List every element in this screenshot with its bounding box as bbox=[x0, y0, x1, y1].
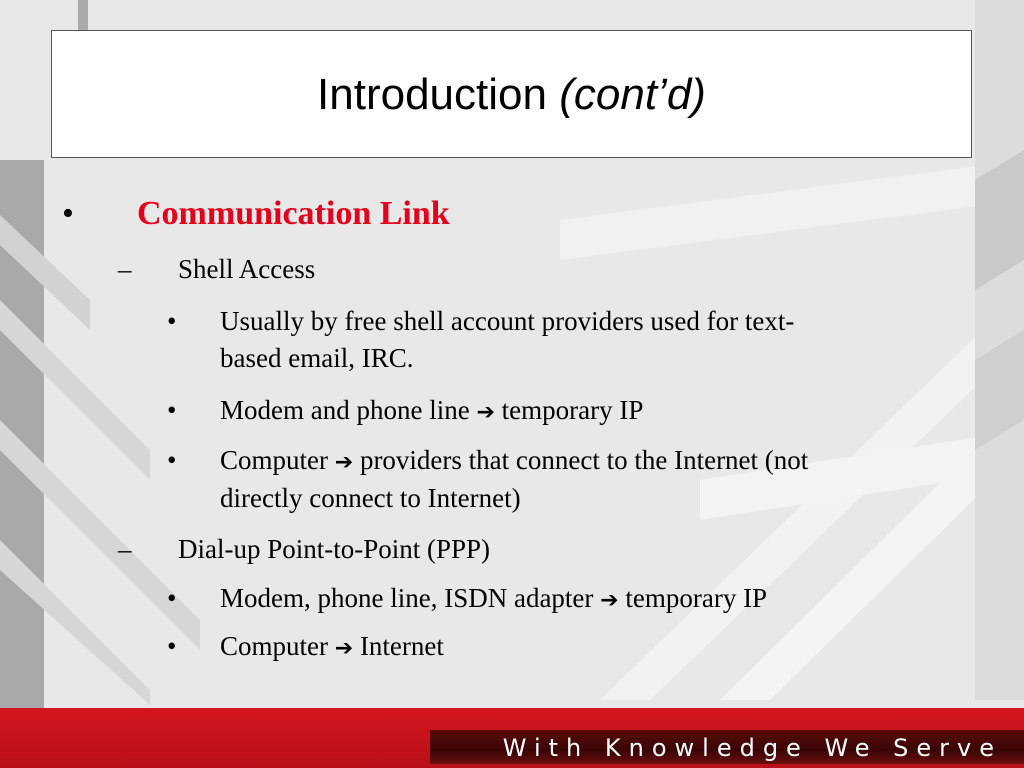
dash-marker: – bbox=[118, 254, 132, 284]
bullet-marker: • bbox=[167, 445, 177, 475]
title-italic: (cont’d) bbox=[559, 70, 706, 119]
item-text-post: providers that connect to the Internet (not bbox=[359, 445, 809, 475]
list-item-text: Usually by free shell account providers used for text- bbox=[220, 306, 795, 336]
bullet-heading: Communication Link bbox=[137, 195, 450, 232]
sub-item-label: Dial-up Point-to-Point (PPP) bbox=[178, 534, 491, 564]
item-text-pre: Computer bbox=[220, 445, 328, 475]
right-arrow-icon: ➔ bbox=[334, 450, 354, 475]
list-item-text: directly connect to Internet) bbox=[220, 483, 521, 513]
bullet-marker: • bbox=[167, 631, 177, 661]
item-text-post: temporary IP bbox=[501, 395, 644, 425]
footer-tagline: With Knowledge We Serve bbox=[502, 734, 1002, 762]
item-text-post: Internet bbox=[359, 631, 444, 661]
item-text-pre: Computer bbox=[220, 631, 328, 661]
bullet-marker: • bbox=[167, 306, 177, 336]
right-arrow-icon: ➔ bbox=[476, 400, 495, 425]
list-item-text bbox=[220, 441, 808, 482]
item-text-pre: Modem and phone line bbox=[220, 395, 470, 425]
right-arrow-icon: ➔ bbox=[600, 588, 619, 613]
right-arrow-icon: ➔ bbox=[334, 636, 354, 661]
sub-item-label: Shell Access bbox=[178, 254, 316, 284]
bullet-marker: • bbox=[167, 583, 177, 613]
item-text-pre: Modem, phone line, ISDN adapter bbox=[220, 583, 594, 613]
list-item-text bbox=[220, 579, 767, 620]
dash-marker: – bbox=[118, 534, 132, 564]
title-main: Introduction bbox=[317, 70, 547, 119]
bullet-marker: • bbox=[62, 195, 74, 232]
list-item-text: based email, IRC. bbox=[220, 343, 414, 373]
list-item-text bbox=[220, 627, 444, 668]
item-text-post: temporary IP bbox=[625, 583, 768, 613]
list-item-text bbox=[220, 391, 643, 432]
bullet-marker: • bbox=[167, 395, 177, 425]
footer-bar bbox=[0, 708, 1024, 768]
